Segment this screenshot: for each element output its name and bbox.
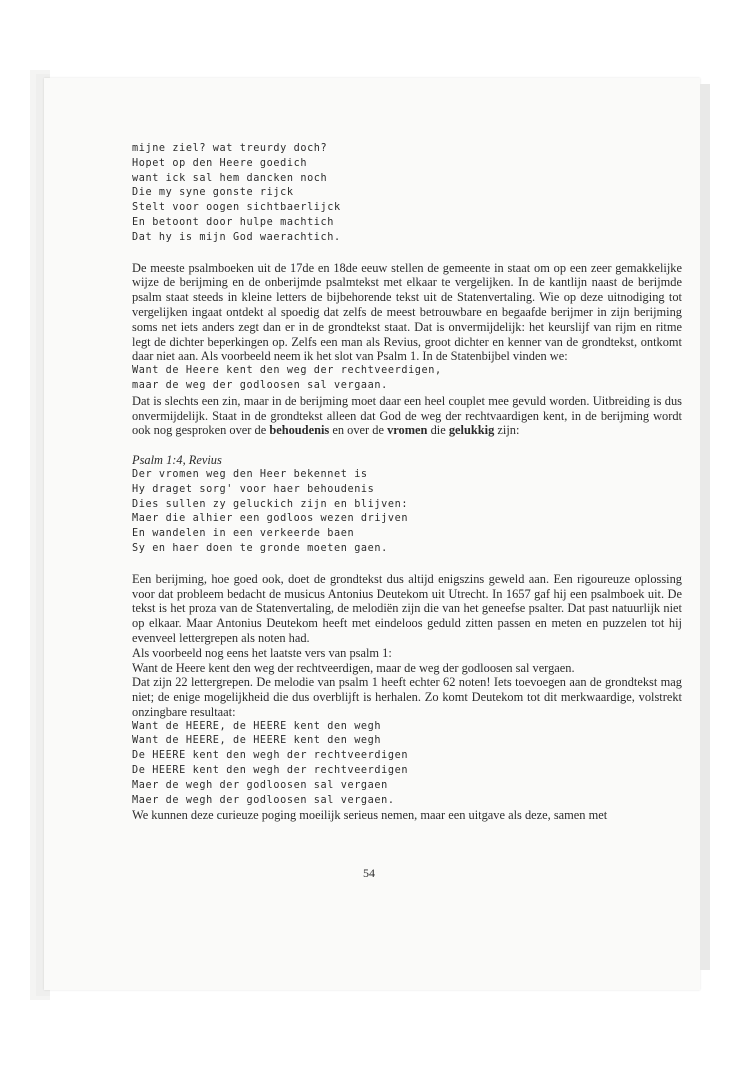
emphasis-vromen: vromen	[387, 423, 428, 438]
page-content	[132, 142, 682, 823]
poem-title: Psalm 1:4, Revius	[132, 453, 222, 468]
paragraph-text: zijn:	[497, 423, 520, 438]
paragraph-text: die	[430, 423, 446, 438]
quote-line: Want de Heere kent den weg der rechtveerdigen,	[132, 365, 442, 377]
poem-line: En betoont door hulpe machtich	[132, 216, 335, 228]
psalm-line: De HEERE kent den wegh der rechtveerdigen	[132, 750, 409, 762]
psalm-line: Want de HEERE, de HEERE kent den wegh	[132, 720, 382, 732]
poem-line: En wandelen in een verkeerde baen	[132, 528, 355, 540]
poem-line: Dies sullen zy geluckich zijn en blijven:	[132, 498, 409, 510]
paragraph-line: Als voorbeeld nog eens het laatste vers van psalm 1:	[132, 645, 392, 660]
deutekom-psalm	[132, 720, 682, 809]
final-line: We kunnen deze curieuze poging moeilijk serieus nemen, maar een uitgave als deze, samen met	[132, 808, 608, 823]
poem-line: Maer die alhier een godloos wezen drijven	[132, 513, 409, 525]
psalm-line: De HEERE kent den wegh der rechtveerdigen	[132, 765, 409, 777]
paragraph-lettergrepen: Dat zijn 22 lettergrepen. De melodie van psalm 1 heeft echter 62 noten! Iets toevoegen aan de grondtekst mag niet; de enige mogelijkheid die dus overblijft is herhalen. Zo komt Deutekom tot dit merkwaardige, volstrekt onzingbare resultaat:	[132, 675, 682, 719]
poem-line: Hopet op den Heere goedich	[132, 157, 308, 169]
paragraph-psalmboeken: De meeste psalmboeken uit de 17de en 18de eeuw stellen de gemeente in staat om op een zeer gemakkelijke wijze de berijming en de onberijmde psalmtekst met elkaar te vergelijken. In de kantlijn naast de berijmde psalm staat steeds in kleine letters de bijbehorende tekst uit de Statenvertaling. Wie op deze uitnodiging tot vergelijken ingaat ontdekt al spoedig dat zelfs de meest betrouwbare en begaafde berijmer in zijn berijming soms net iets anders zegt dan er in de grondtekst staat. Dat is onvermijdelijk: het keurslijf van rijm en ritme legt de dichter beperkingen op. Zelfs een man als Revius, groot dichter en kenner van de grondtekst, ontkomt daar niet aan. Als voorbeeld neem ik het slot van Psalm 1. In de Statenbijbel vinden we:	[132, 260, 682, 364]
psalm-line: Want de HEERE, de HEERE kent den wegh	[132, 735, 382, 747]
poem-line: Die my syne gonste rijck	[132, 187, 294, 199]
psalm-line: Maer de wegh der godloosen sal vergaen	[132, 779, 388, 791]
paragraph-text: en over de	[332, 423, 384, 438]
paragraph-text: Dat is slechts een zin, maar in de berijming moet daar een heel couplet mee gevuld worden. Uitbreiding is dus onvermijdelijk. Staat in de grondtekst alleen dat God de weg der rechtvaardigen kent, in de berijming wordt ook nog gesproken over de	[132, 393, 682, 438]
psalm-line: Maer de wegh der godloosen sal vergaen.	[132, 794, 395, 806]
statenbijbel-quote	[132, 364, 682, 394]
poem-line: Sy en haer doen te gronde moeten gaen.	[132, 542, 388, 554]
paragraph-voorbeeld	[132, 646, 682, 676]
revius-poem	[132, 453, 682, 557]
poem-line: Der vromen weg den Heer bekennet is	[132, 468, 368, 480]
paragraph-line: Want de Heere kent den weg der rechtveerdigen, maar de weg der godloosen sal vergaen.	[132, 660, 575, 675]
emphasis-behoudenis: behoudenis	[269, 423, 330, 438]
poem-line: Stelt voor oogen sichtbaerlijck	[132, 202, 341, 214]
paragraph-deutekom: Een berijming, hoe goed ook, doet de grondtekst dus altijd enigszins geweld aan. Een rigoureuze oplossing voor dat probleem bedacht de musicus Antonius Deutekom uit Utrecht. In 1657 gaf hij een psalmboek uit. De tekst is het proza van de Statenvertaling, de melodiën zijn die van het geneefse psalter. Dat past natuurlijk niet op elkaar. Maar Antonius Deutekom heeft met eindeloos geduld zitten passen en meten en puzzelen tot hij evenveel lettergrepen als noten had.	[132, 571, 682, 645]
book-spine-edge	[700, 84, 710, 970]
poem-intro	[132, 142, 682, 246]
emphasis-gelukkig: gelukkig	[448, 423, 495, 438]
paragraph-uitbreiding	[132, 394, 682, 438]
poem-line: Hy draget sorg' voor haer behoudenis	[132, 483, 375, 495]
poem-line: want ick sal hem dancken noch	[132, 172, 328, 184]
quote-line: maar de weg der godloosen sal vergaan.	[132, 379, 388, 391]
poem-line: mijne ziel? wat treurdy doch?	[132, 143, 328, 154]
poem-line: Dat hy is mijn God waerachtich.	[132, 231, 341, 243]
page-number: 54	[363, 866, 375, 880]
